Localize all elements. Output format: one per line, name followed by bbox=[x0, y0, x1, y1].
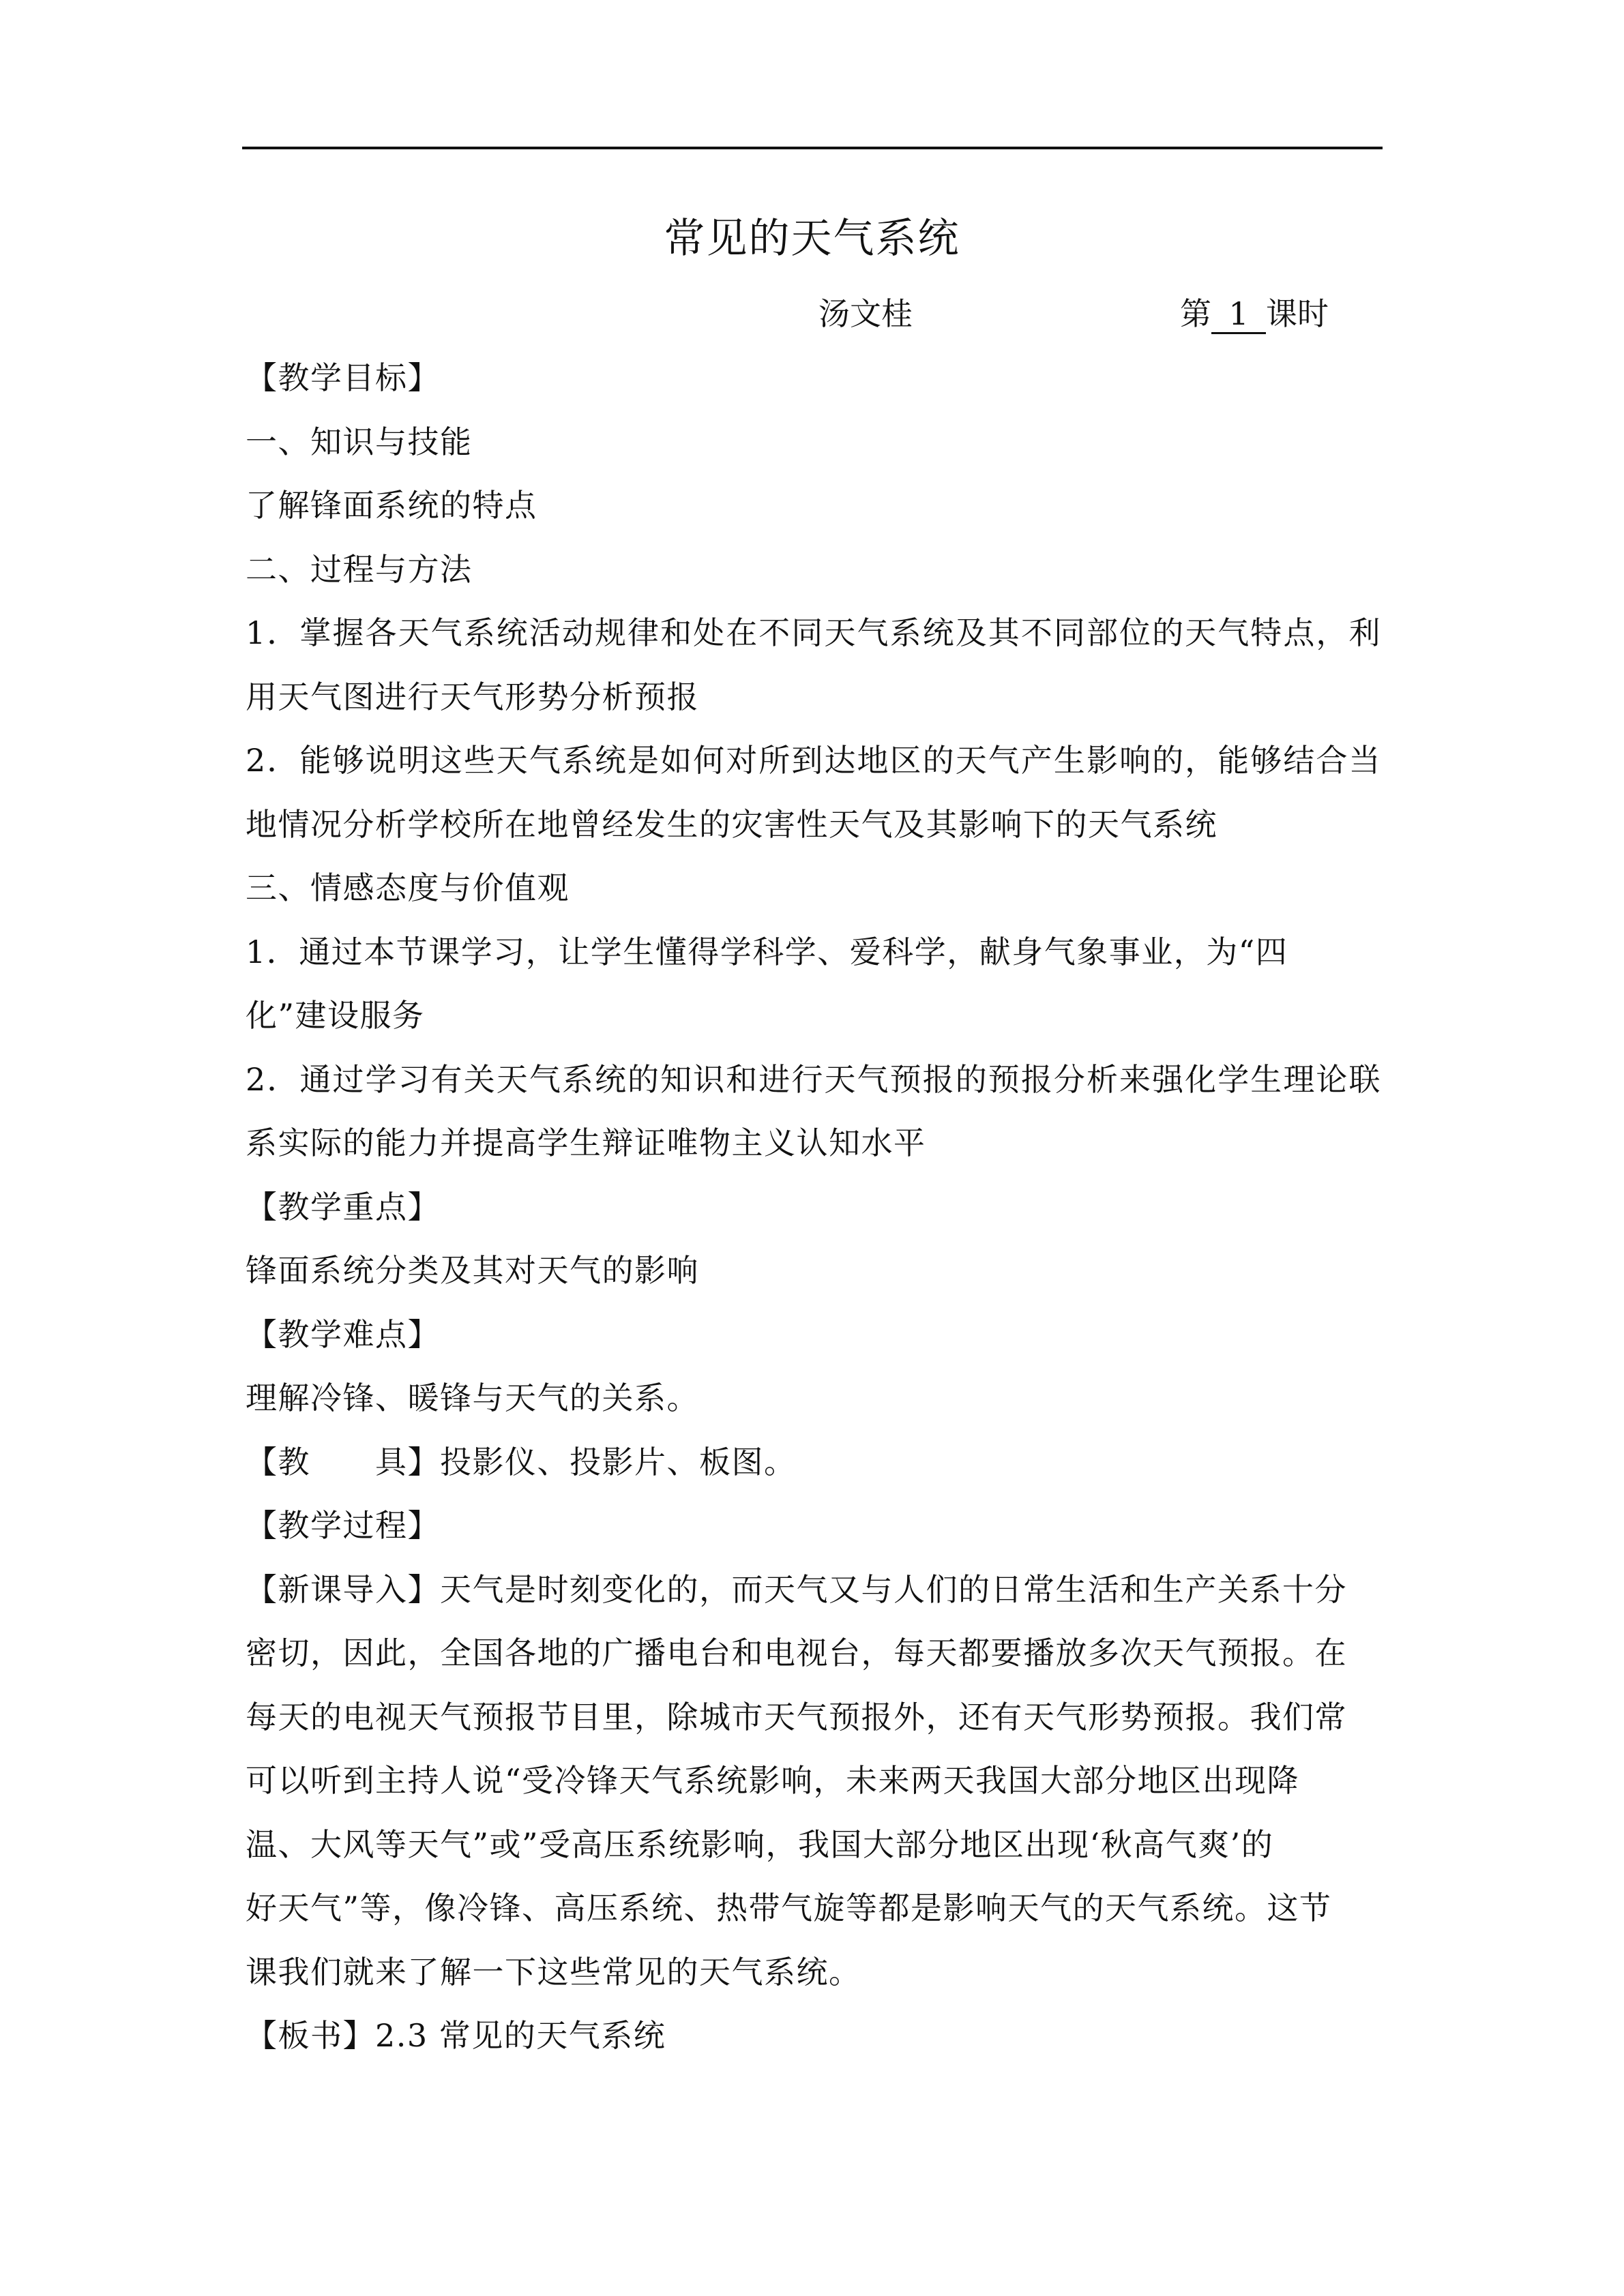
intro-line-1 bbox=[246, 1558, 1381, 1622]
board-note bbox=[246, 2004, 1381, 2068]
lesson-prefix: 第 bbox=[1180, 295, 1211, 332]
process-method-item-2: 2．能够说明这些天气系统是如何对所到达地区的天气产生影响的，能够结合当地情况分析学校所在地曾经发生的灾害性天气及其影响下的天气系统 bbox=[246, 742, 1381, 843]
knowledge-skills-heading: 一、知识与技能 bbox=[246, 423, 473, 460]
document-title: 常见的天气系统 bbox=[664, 215, 960, 263]
author-name: 汤文桂 bbox=[818, 295, 913, 332]
lesson-number bbox=[1180, 292, 1329, 336]
teaching-goals-heading: 【教学目标】 bbox=[246, 359, 440, 396]
intro-line-6: 好天气”等，像冷锋、高压系统、热带气旋等都是影响天气的天气系统。这节 bbox=[246, 1890, 1332, 1926]
lesson-suffix: 课时 bbox=[1266, 295, 1329, 332]
tools-label-end: 具】 bbox=[375, 1443, 440, 1480]
intro-label: 【新课导入】 bbox=[246, 1570, 440, 1608]
header-rule bbox=[242, 147, 1383, 149]
teaching-process-heading: 【教学过程】 bbox=[246, 1507, 440, 1544]
lesson-number-value: 1 bbox=[1211, 295, 1266, 334]
board-text: 2.3 常见的天气系统 bbox=[375, 2017, 666, 2054]
intro-line-7: 课我们就来了解一下这些常见的天气系统。 bbox=[246, 1953, 861, 1991]
knowledge-skills-text: 了解锋面系统的特点 bbox=[246, 487, 537, 524]
intro-line-3: 每天的电视天气预报节目里，除城市天气预报外，还有天气形势预报。我们常 bbox=[246, 1698, 1347, 1735]
process-method-heading: 二、过程与方法 bbox=[246, 550, 473, 588]
tools-text: 投影仪、投影片、板图。 bbox=[440, 1443, 797, 1480]
difficulties-heading: 【教学难点】 bbox=[246, 1315, 440, 1353]
teaching-tools bbox=[246, 1431, 1381, 1495]
attitude-values-item-2: 2．通过学习有关天气系统的知识和进行天气预报的预报分析来强化学生理论联系实际的能力并提高学生辩证唯物主义认知水平 bbox=[246, 1060, 1381, 1161]
attitude-values-item-1-line-2: 化”建设服务 bbox=[246, 997, 425, 1034]
key-points-text: 锋面系统分类及其对天气的影响 bbox=[246, 1252, 699, 1289]
intro-line-2: 密切，因此，全国各地的广播电台和电视台，每天都要播放多次天气预报。在 bbox=[246, 1635, 1347, 1671]
board-label: 【板书】 bbox=[246, 2017, 375, 2054]
key-points-heading: 【教学重点】 bbox=[246, 1188, 440, 1225]
difficulties-text: 理解冷锋、暖锋与天气的关系。 bbox=[246, 1380, 699, 1416]
document-body bbox=[246, 346, 1381, 2068]
tools-label-start: 【教 bbox=[246, 1443, 310, 1480]
intro-line-4: 可以听到主持人说“受冷锋天气系统影响，未来两天我国大部分地区出现降 bbox=[246, 1762, 1300, 1799]
intro-text-1: 天气是时刻变化的，而天气又与人们的日常生活和生产关系十分 bbox=[440, 1570, 1347, 1608]
attitude-values-item-1-line-1: 1．通过本节课学习，让学生懂得学科学、爱科学，献身气象事业，为“四 bbox=[246, 933, 1288, 970]
process-method-item-1: 1．掌握各天气系统活动规律和处在不同天气系统及其不同部位的天气特点，利用天气图进行天气形势分析预报 bbox=[246, 614, 1381, 715]
intro-line-5: 温、大风等天气”或”受高压系统影响，我国大部分地区出现‘秋高气爽’的 bbox=[246, 1825, 1274, 1863]
attitude-values-heading: 三、情感态度与价值观 bbox=[246, 869, 570, 906]
